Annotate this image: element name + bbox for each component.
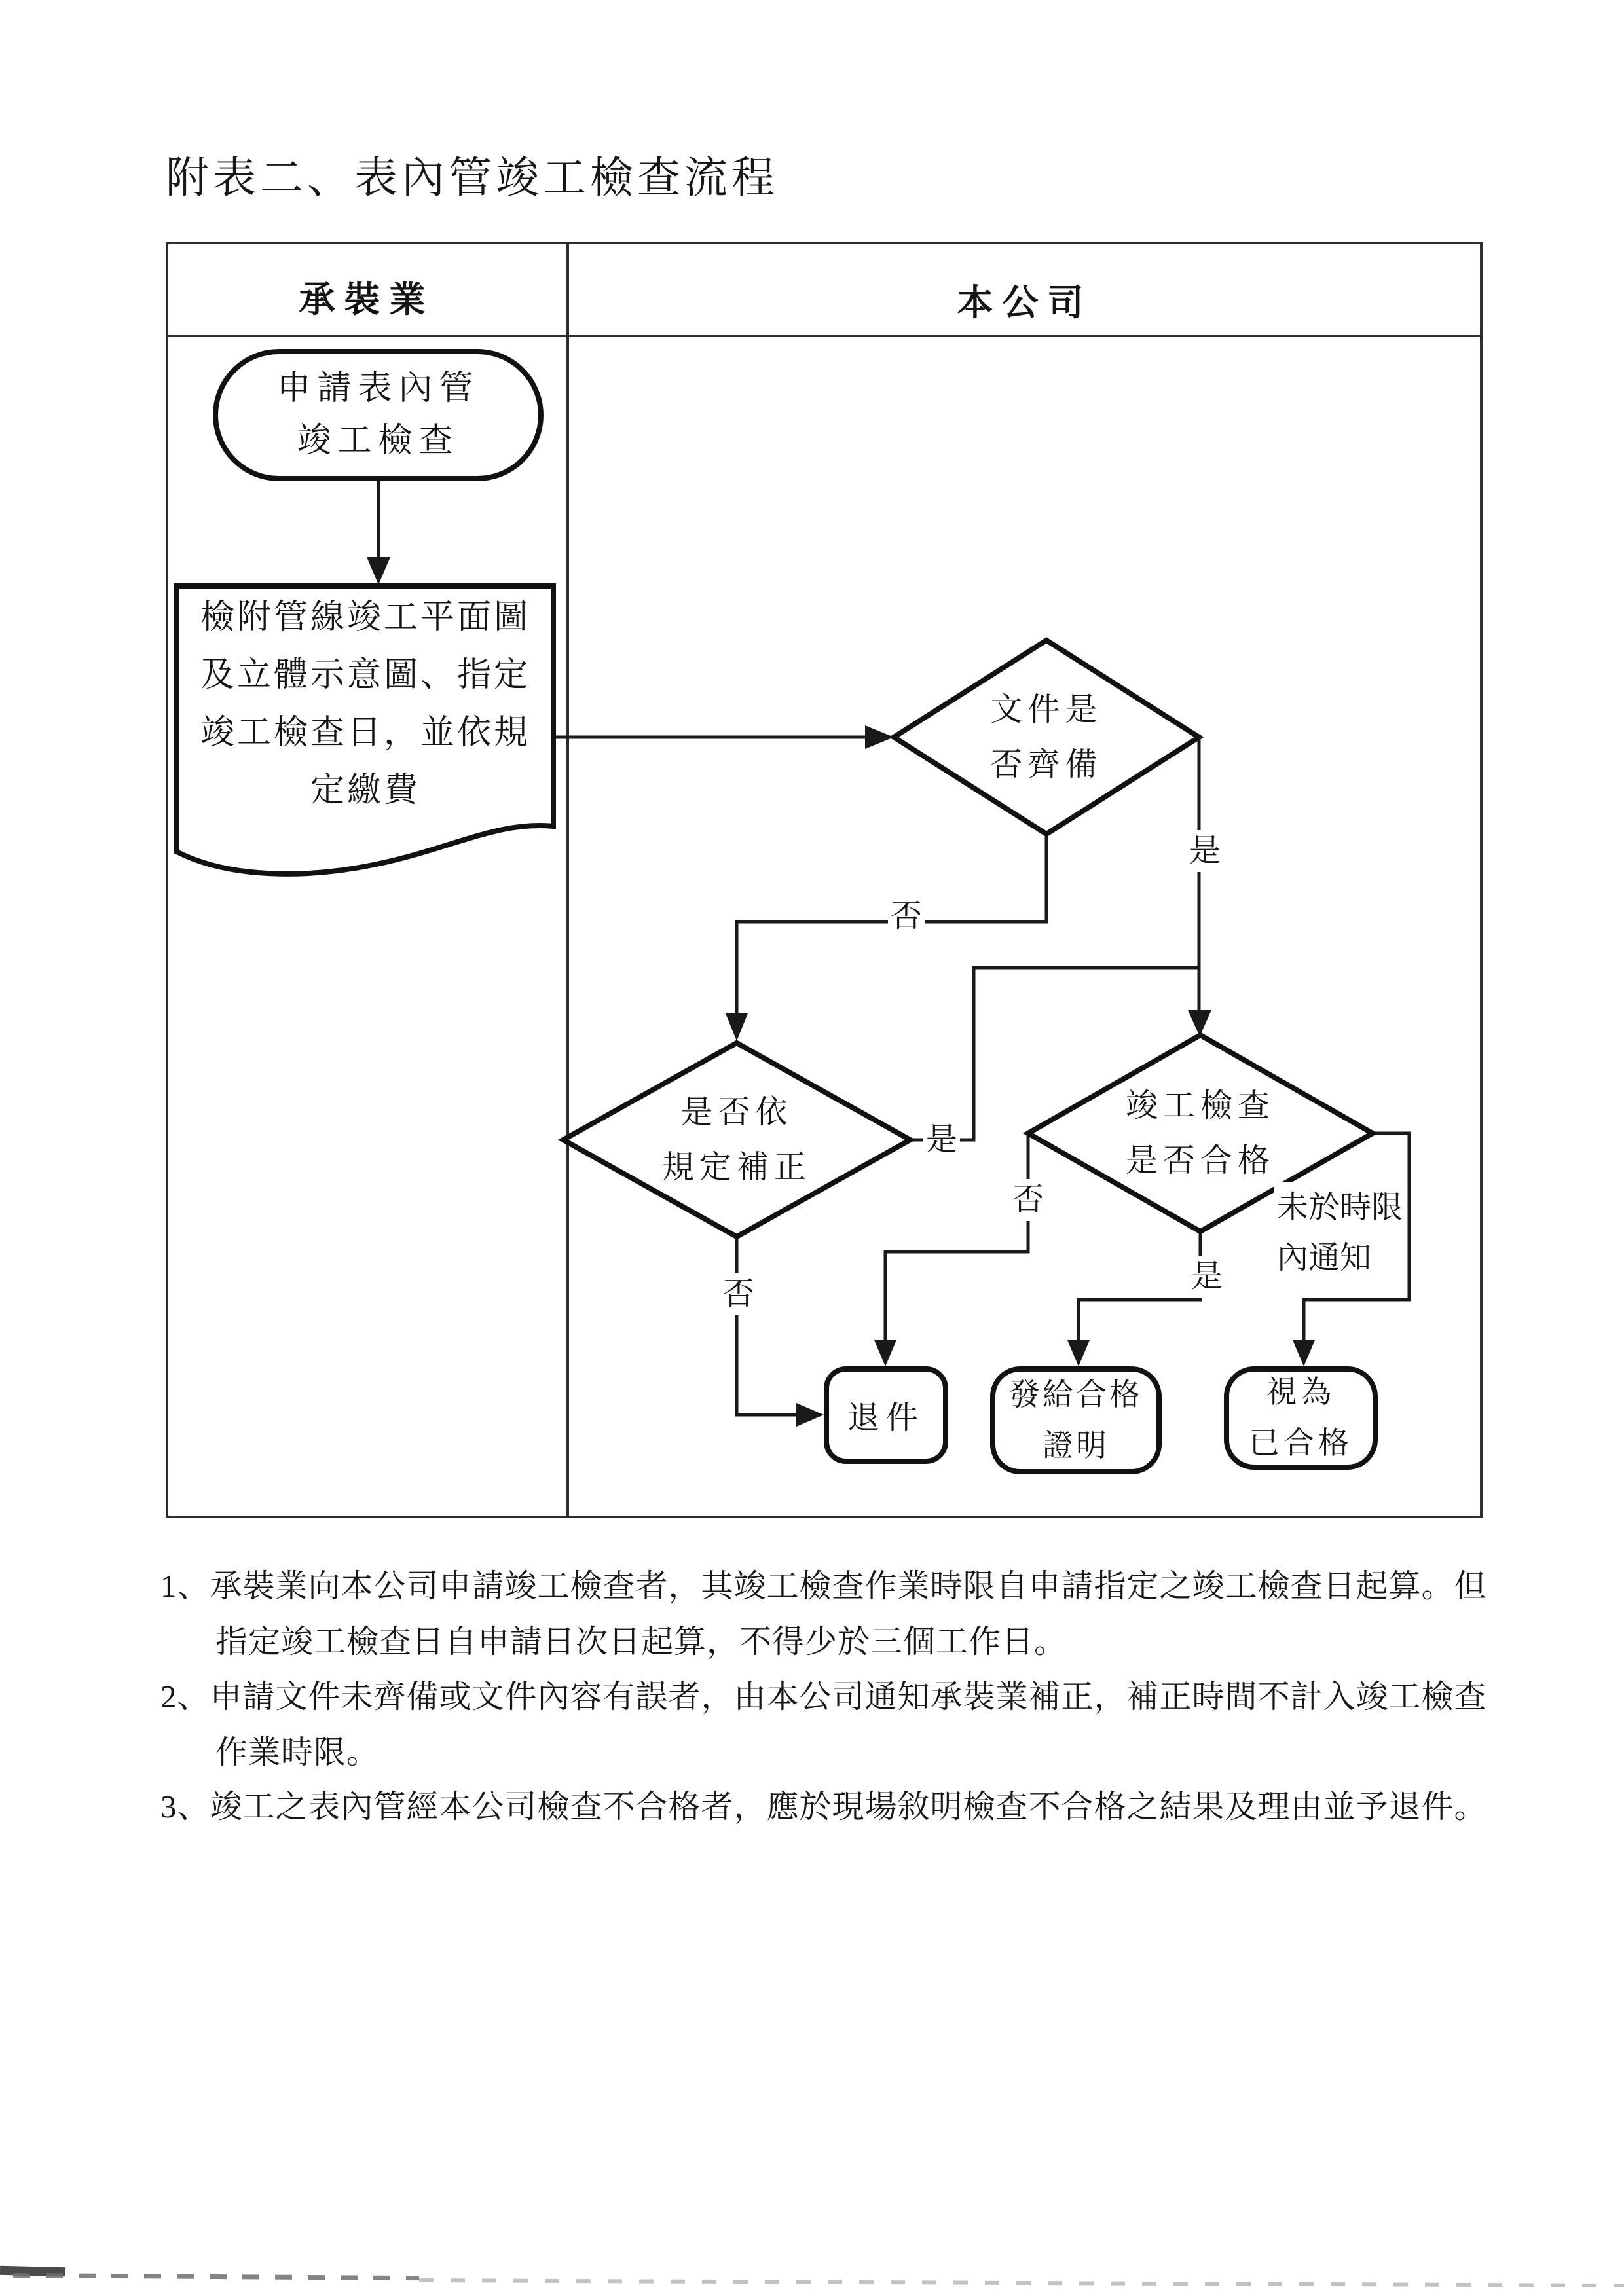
- label-no-decision1: 否: [888, 896, 925, 938]
- label-no-decision3: 否: [1010, 1179, 1046, 1221]
- decision1-line: 否齊備: [990, 746, 1103, 782]
- decision1-label: [919, 662, 1174, 812]
- decision3-line: 是否合格: [1125, 1142, 1275, 1178]
- label-timeout-line: 內通知: [1277, 1241, 1372, 1275]
- deemed-node-label: [1224, 1366, 1378, 1470]
- label-yes-decision2: 是: [923, 1119, 960, 1161]
- edge-decision3-no: [885, 1133, 1028, 1340]
- start-node-label: [213, 349, 544, 481]
- arrowhead-into-certificate: [1067, 1340, 1090, 1366]
- note-line: 2、申請文件未齊備或文件內容有誤者，由本公司通知承裝業補正，補正時間不計入竣工檢查: [160, 1679, 1487, 1715]
- reject-line: 退件: [847, 1399, 925, 1436]
- page-title: 附表二、表內管竣工檢查流程: [166, 155, 779, 202]
- note-line: 1、承裝業向本公司申請竣工檢查者，其竣工檢查作業時限自申請指定之竣工檢查日起算。但: [160, 1568, 1487, 1604]
- header-contractor: 承裝業: [299, 280, 435, 319]
- certificate-node-label: [990, 1366, 1162, 1474]
- document-line: 檢附管線竣工平面圖: [200, 598, 530, 636]
- edge-decision3-yes: [1079, 1231, 1200, 1340]
- document-line: 及立體示意圖、指定: [200, 656, 530, 694]
- node-shapes: [177, 352, 1375, 1472]
- arrowhead-into-deemed: [1293, 1340, 1315, 1366]
- arrowhead-into-decision2: [726, 1013, 748, 1041]
- reject-node-label: [824, 1366, 948, 1464]
- note-line: 3、竣工之表內管經本公司檢查不合格者，應於現場敘明檢查不合格之結果及理由並予退件。: [160, 1789, 1487, 1825]
- decision3-line: 竣工檢查: [1125, 1087, 1275, 1123]
- label-no-decision2: 否: [720, 1273, 757, 1315]
- document-line: 定繳費: [310, 771, 420, 809]
- edge-decision2-no: [737, 1235, 796, 1415]
- document-node-label: [182, 591, 549, 817]
- certificate-line: 發給合格: [1009, 1377, 1143, 1412]
- note-line: 指定竣工檢查日自申請日次日起算，不得少於三個工作日。: [215, 1624, 1067, 1660]
- label-timeout-line: 未於時限: [1277, 1190, 1403, 1225]
- label-timeout-decision3: [1274, 1182, 1405, 1283]
- arrowhead-into-reject-left: [796, 1403, 824, 1427]
- deemed-line: 已合格: [1249, 1427, 1353, 1461]
- decision1-line: 文件是: [990, 691, 1103, 727]
- header-company: 本公司: [957, 283, 1093, 323]
- decision2-line: 是否依: [680, 1094, 793, 1130]
- arrowhead-into-document: [367, 557, 390, 585]
- decision2-label: [593, 1066, 881, 1213]
- start-line: 竣工檢查: [297, 422, 460, 460]
- note-line: 作業時限。: [215, 1734, 380, 1770]
- decision2-line: 規定補正: [661, 1149, 811, 1185]
- document-line: 竣工檢查日，並依規: [200, 714, 530, 752]
- arrowhead-into-reject-top: [874, 1340, 896, 1366]
- certificate-line: 證明: [1043, 1429, 1109, 1463]
- deemed-line: 視為: [1266, 1376, 1336, 1410]
- label-yes-decision3: 是: [1189, 1256, 1225, 1298]
- label-yes-decision1: 是: [1187, 830, 1223, 872]
- start-line: 申請表內管: [276, 370, 480, 407]
